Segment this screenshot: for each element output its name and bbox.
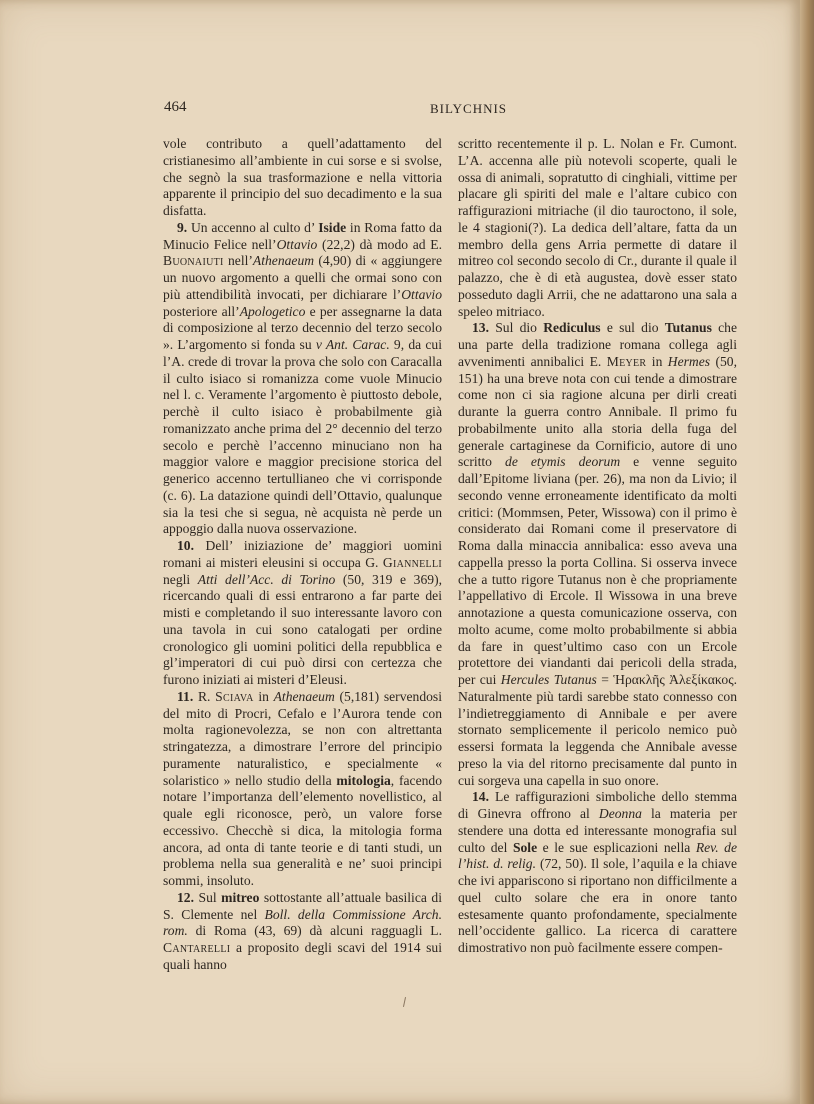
left-column — [163, 136, 442, 974]
text-run: Dell’ iniziazione de’ maggiori uomini romani ai misteri eleusini si occupa G. — [163, 538, 442, 570]
text-run: sottostante all’attuale basilica di S. Clemente nel — [163, 889, 442, 922]
italic-title: v Ant. Carac. — [315, 337, 390, 352]
bold-term: 11. — [177, 688, 194, 704]
running-title: BILYCHNIS — [430, 101, 508, 116]
right-column — [458, 136, 737, 957]
text-run: posteriore all’ — [163, 303, 240, 319]
author-name: Meyer — [606, 353, 647, 369]
text-run: , facendo notare l’importanza dell’elemento novellistico, al quale egli riconosce, però, un valore forse eccessivo. Checchè si dica, la mitologia forma ancora, ad onta di tante teorie e di tanti studi, un problema nella sua generalità e ne’ suoi principi sommi, insoluto. — [163, 772, 442, 888]
text-run: in — [253, 688, 274, 704]
text-run: la materia per stendere una dotta ed interessante monografia sul culto del — [458, 806, 737, 855]
paragraph — [163, 538, 442, 689]
paragraph — [163, 689, 442, 890]
text-run: vole contributo a quell’adattamento del cristianesimo all’ambiente in cui sorse e si svolse, che segnò la sua trasformazione e nella vittoria apparente il principio del suo decadimento e la sua disfatta. — [163, 136, 442, 218]
paragraph — [163, 890, 442, 974]
italic-title: de etymis deorum — [505, 454, 621, 470]
bold-term: 10. — [177, 538, 194, 553]
text-run: = Ἡρακλῆς Ἀλεξίκακος. Naturalmente più tardi sarebbe stato connesso con l’indietreggiamento di Annibale e per avere stornato semplicemente il pericolo nemico può essersi formata la leggenda che Annibale avesse preso la via del ritorno precisamente dal punto in cui sorgeva una capella in suo onore. — [458, 672, 737, 788]
bold-term: Sole — [512, 839, 538, 855]
bold-term: 13. — [472, 320, 489, 336]
italic-title: Hercules Tutanus — [500, 672, 597, 687]
italic-title: Atti dell’Acc. di Torino — [197, 571, 336, 587]
page-number: 464 — [164, 99, 187, 115]
italic-title: Hermes — [667, 353, 711, 369]
italic-title: Boll. della Commissione Arch. rom. — [163, 906, 442, 939]
text-run: di Roma (43, 69) dà alcuni ragguagli L. — [187, 923, 442, 939]
italic-title: Ottavio — [276, 236, 318, 252]
italic-title: Athenaeum — [252, 253, 315, 269]
text-run: a proposito degli scavi del 1914 sui quali hanno — [163, 940, 442, 972]
bold-term: mitreo — [221, 889, 260, 905]
paragraph — [458, 320, 737, 789]
bold-term: 14. — [472, 789, 489, 805]
text-run: (50, 319 e 369), ricercando quali di essi entrarono a far parte dei misti e completando il suo interessante lavoro con una tavola in cui sono catalogati per ordine cronologico gli uomini politici della repubblica e gl’imperatori di cui può dirsi con certezza che furono iniziati ai misteri d’Eleusi. — [163, 571, 442, 687]
text-run: (4,90) di « aggiungere un nuovo argomento a quelli che ormai sono con più attendibilità invocati, per dichiarare l’ — [163, 253, 442, 302]
paragraph — [163, 220, 442, 538]
text-run: (5,181) servendosi del mito di Procri, Cefalo e l’Aurora tende con molta ragionevolezza, se non con altrettanta stringatezza, a dimostrare l’errore del principio puramente naturalistico, e specialmente « solaristico » nello studio della — [163, 688, 442, 788]
italic-title: Apologetico — [239, 303, 306, 319]
text-run: Un accenno al culto d’ — [187, 219, 319, 235]
text-run: nell’ — [223, 253, 253, 269]
text-run: Sul — [194, 889, 222, 905]
text-run: (50, 151) ha una breve nota con cui tende a dimostrare come non ci sia ragione alcuna per dirli creati durante la guerra contro Annibale. Il primo fu probabilmente unito alla storia della fuga del generale cartaginese da Cornificio, autore di uno scritto — [458, 353, 737, 470]
text-run: che una parte della tradizione romana collega agli avvenimenti annibalici E. — [458, 320, 737, 369]
paragraph — [458, 789, 737, 957]
text-run: e sul dio — [600, 320, 665, 336]
italic-title: Athenaeum — [273, 688, 335, 704]
text-run: (72, 50). Il sole, l’aquila e la chiave che ivi appariscono si riportano non difficilmente a quel culto solare che era in onore tanto estesamente quanto profondamente, specialmente nell’occidente gallico. La ricerca di carattere dimostrativo non può facilmente essere compen- — [458, 856, 737, 955]
text-run: e per assegnarne la data di composizione al terzo decennio del terzo secolo ». L’argomento si fonda su — [163, 303, 442, 352]
italic-title: Deonna — [598, 806, 642, 821]
bold-term: 9. — [177, 219, 188, 235]
bold-term: 12. — [177, 889, 194, 905]
author-name: Cantarelli — [163, 940, 231, 955]
bold-term: Rediculus — [543, 320, 601, 336]
text-run: e venne seguito dall’Epitome liviana (per. 26), ma non da Livio; il secondo venne erroneamente identificato da molti critici: (Mommsen, Peter, Wissowa) con il primo è considerato dai Romani come il preservatore di Roma dalla minaccia annibalica: esso aveva una cappella presso la porta Collina. Si osserva invece che a tutto rigore Tutanus non è che propriamente l’appellativo di Ercole. Il Wissowa in una breve annotazione a questa comunicazione osserva, con molto acume, come molto probabilmente si abbia da fare in quest’ultimo caso con un Ercole protettore dei viandanti dai pericoli della strada, per cui — [458, 454, 737, 687]
italic-title: Ottavio — [401, 286, 442, 302]
bold-term: mitologia — [336, 772, 391, 788]
italic-title: Rev. de l’hist. d. relig. — [458, 839, 737, 872]
text-run: negli — [163, 571, 198, 587]
page-edge — [800, 0, 814, 1104]
text-run: Le raffigurazioni simboliche dello stemma di Ginevra offrono al — [458, 789, 737, 821]
text-run: 9, da cui l’A. crede di trovar la prova che solo con Caracalla il culto isiaco si romanizza come vuole Minucio nel l. c. Veramente l’argomento è piuttosto debole, perchè il culto isiaco è probabilmente già romanizzato anche prima del 2° decennio del terzo secolo e perchè l’accenno minuciano non ha maggior valore e maggior precisione storica del generico accenno tertullianeo che vi corrisponde (c. 6). La datazione quindi dell’Ottavio, qualunque sia la tesi che si segua, nè acquista nè perde un appoggio dalla nuova osservazione. — [163, 337, 442, 537]
paragraph — [163, 136, 442, 220]
text-run: in — [646, 353, 668, 369]
bold-term: Iside — [318, 219, 347, 235]
text-run: Sul dio — [489, 320, 544, 336]
pencil-mark — [403, 997, 406, 1007]
text-run: R. — [193, 688, 216, 704]
bold-term: Tutanus — [664, 320, 712, 336]
paragraph — [458, 136, 737, 320]
text-run: (22,2) dà modo ad E. — [317, 236, 442, 252]
text-run: in Roma fatto da Minucio Felice nell’ — [163, 219, 442, 252]
page-header — [164, 99, 740, 121]
text-run: e le sue esplicazioni nella — [537, 839, 696, 855]
text-run: scritto recentemente il p. L. Nolan e Fr. Cumont. L’A. accenna alle più notevoli scoperte, quali le ossa di animali, sopratutto di cinghiali, vittime per placare gli spiriti del male e l’altare cubico con raffigurazioni mitriache (il dio tauroctono, il sole, le 4 stagioni(?). La dedica dell’altare, fatta da un membro della gens Arria permette di datare il mitreo col secondo secolo di Cr., durante il quale il palazzo, che è di età augustea, dovè esser stato posseduto dagli Arrii, che ne adattarono una sala a speleo mitriaco. — [458, 136, 737, 319]
author-name: Giannelli — [382, 554, 442, 570]
author-name: Buonaiuti — [163, 253, 224, 269]
author-name: Sciava — [215, 688, 254, 704]
